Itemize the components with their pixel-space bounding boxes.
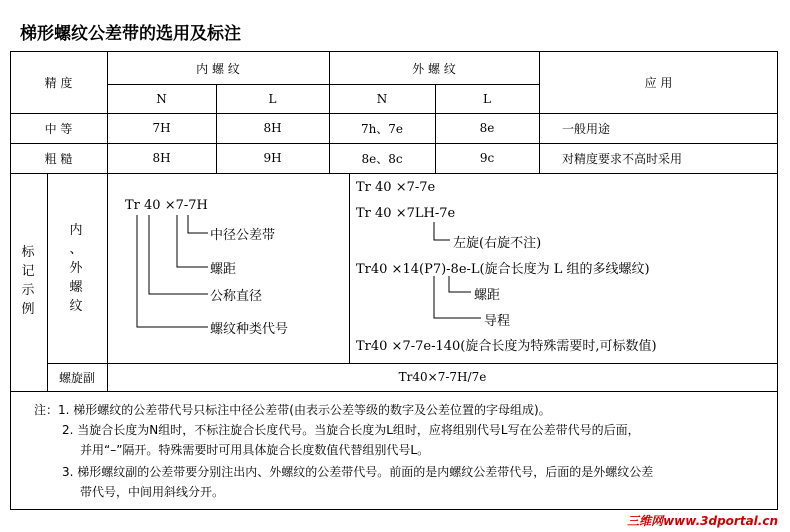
cell-internal-n: 7H <box>152 121 171 135</box>
header-internal-thread: 内 螺 纹 <box>196 61 240 76</box>
callout-right-pitch: 螺距 <box>474 288 501 303</box>
header-precision: 精 度 <box>44 76 73 90</box>
callout-pitch: 螺距 <box>210 262 237 277</box>
callout-nominal-diameter: 公称直径 <box>210 289 263 304</box>
note-3: 3. 梯形螺纹副的公差带要分别注出内、外螺纹的公差带代号。前面的是内螺纹公差带代号，后面的是外螺纹公差 <box>62 465 654 479</box>
header-internal-n: N <box>156 91 167 106</box>
thread-label-char: 内 <box>69 223 83 238</box>
cell-external-l: 8e <box>479 121 495 135</box>
callout-tolerance-zone: 中径公差带 <box>210 228 276 243</box>
callout-left-hand: 左旋(右旋不注) <box>453 236 542 251</box>
header-external-l: L <box>483 91 491 106</box>
right-example-2: Tr 40 ×7LH-7e <box>356 206 456 221</box>
leader-line-pitch <box>177 215 208 267</box>
leader-line-type <box>137 215 208 327</box>
right-example-3: Tr40 ×14(P7)-8e-L(旋合长度为 L 组的多线螺纹) <box>356 262 650 277</box>
header-external-n: N <box>376 91 388 106</box>
header-external-thread: 外 螺 纹 <box>412 61 456 76</box>
note-1: 注：1. 梯形螺纹的公差带代号只标注中径公差带(由表示公差等级的数字及公差位置的字母组成)。 <box>34 403 551 417</box>
cell-external-n: 8e、8c <box>361 151 403 166</box>
row-grade: 中 等 <box>44 121 73 136</box>
right-example-1: Tr 40 ×7-7e <box>356 180 436 195</box>
cell-external-l: 9c <box>479 151 495 165</box>
leader-line-tolerance <box>188 215 208 233</box>
thread-pair-value: Tr40×7-7H/7e <box>398 370 487 384</box>
callout-thread-type: 螺纹种类代号 <box>210 322 289 337</box>
thread-label-char: 纹 <box>69 299 83 314</box>
right-example-4: Tr40 ×7-7e-140(旋合长度为特殊需要时,可标数值) <box>356 339 657 354</box>
leader-line-lh <box>434 222 450 240</box>
cell-application: 一般用途 <box>562 122 611 136</box>
watermark-text: 三维网www.3dportal.cn <box>627 514 778 528</box>
thread-label-char: 外 <box>69 261 83 276</box>
left-example-code: Tr 40 ×7-7H <box>125 198 208 213</box>
header-application: 应 用 <box>644 76 673 90</box>
header-internal-l: L <box>268 91 277 106</box>
page-title: 梯形螺纹公差带的选用及标注 <box>20 24 241 44</box>
note-2-continued: 并用“–”隔开。特殊需要时可用具体旋合长度数值代替组别代号L。 <box>80 443 430 457</box>
cell-internal-l: 9H <box>263 151 282 165</box>
cell-external-n: 7h、7e <box>360 121 404 136</box>
thread-label-char: 螺 <box>69 280 83 295</box>
marking-label-char: 例 <box>21 302 35 317</box>
marking-label-char: 标 <box>21 245 35 260</box>
note-2: 2. 当旋合长度为N组时，不标注旋合长度代号。当旋合长度为L组时，应将组别代号L写在公差带代号的后面， <box>62 423 640 437</box>
marking-label-char: 记 <box>21 264 35 279</box>
row-grade: 粗 糙 <box>44 151 73 166</box>
thread-pair-label: 螺旋副 <box>58 370 95 385</box>
leader-line-right-pitch <box>449 276 471 292</box>
leader-line-diameter <box>149 215 208 294</box>
thread-label-char: 、 <box>69 242 83 257</box>
note-3-continued: 带代号，中间用斜线分开。 <box>80 485 225 499</box>
marking-label-char: 示 <box>21 283 35 298</box>
cell-internal-l: 8H <box>263 121 282 135</box>
callout-lead: 导程 <box>484 314 511 329</box>
cell-internal-n: 8H <box>152 151 171 165</box>
cell-application: 对精度要求不高时采用 <box>562 152 683 166</box>
